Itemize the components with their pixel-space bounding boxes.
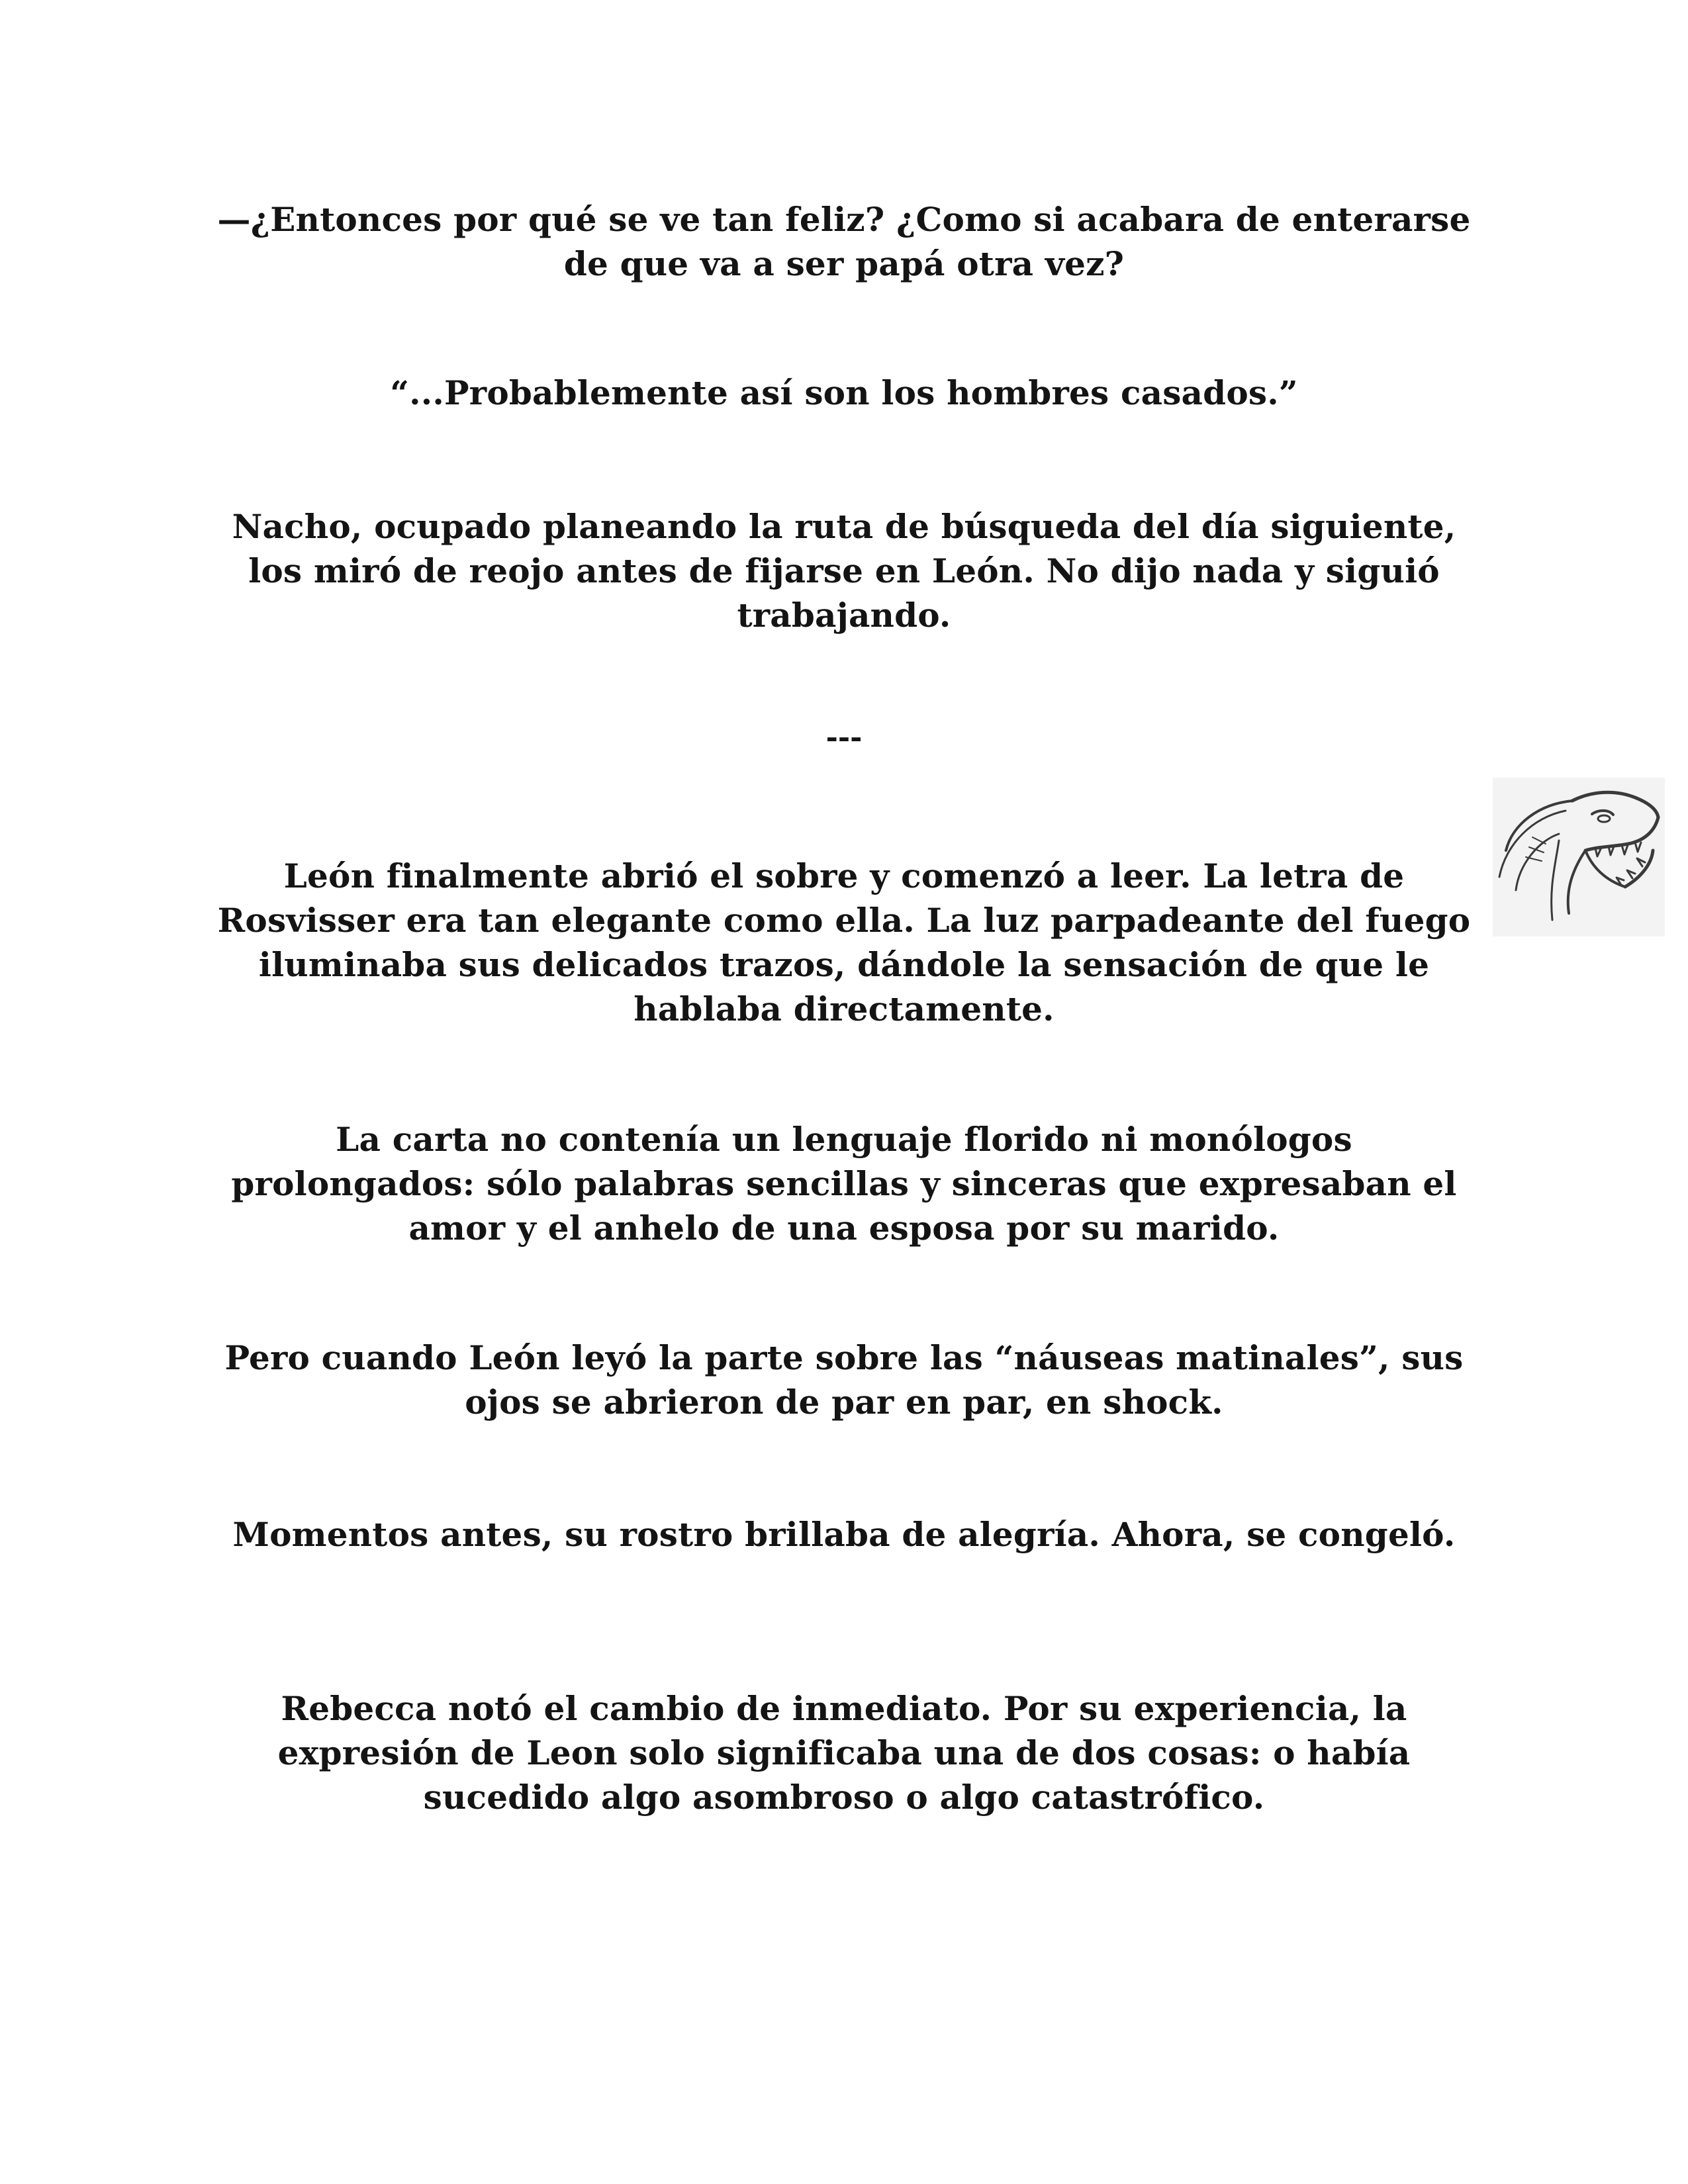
- section-separator: ---: [825, 721, 863, 754]
- paragraph-1: —¿Entonces por qué se ve tan feliz? ¿Como si acabara de enterarse de que va a ser papá otra vez?: [217, 200, 1471, 283]
- paragraph-7: Momentos antes, su rostro brillaba de alegría. Ahora, se congeló.: [232, 1515, 1456, 1554]
- paragraph-6: Pero cuando León leyó la parte sobre las “náuseas matinales”, sus ojos se abrieron de par en par, en shock.: [224, 1338, 1464, 1422]
- paragraph-3: Nacho, ocupado planeando la ruta de búsqueda del día siguiente, los miró de reojo antes de fijarse en León. No dijo nada y siguió trabajando.: [232, 507, 1456, 635]
- paragraph-8: Rebecca notó el cambio de inmediato. Por su experiencia, la expresión de Leon solo significaba una de dos cosas: o había sucedido algo asombroso o algo catastrófico.: [277, 1689, 1411, 1817]
- paragraph-5: La carta no contenía un lenguaje florido ni monólogos prolongados: sólo palabras sencillas y sinceras que expresaban el amor y el anhelo de una esposa por su marido.: [231, 1120, 1457, 1248]
- dinosaur-head-sketch-icon: [1493, 778, 1665, 936]
- paragraph-2: “...Probablemente así son los hombres casados.”: [390, 373, 1298, 412]
- paragraph-4: León finalmente abrió el sobre y comenzó a leer. La letra de Rosvisser era tan elegante como ella. La luz parpadeante del fuego iluminaba sus delicados trazos, dándole la sensación de que le hablaba directamente.: [217, 856, 1471, 1028]
